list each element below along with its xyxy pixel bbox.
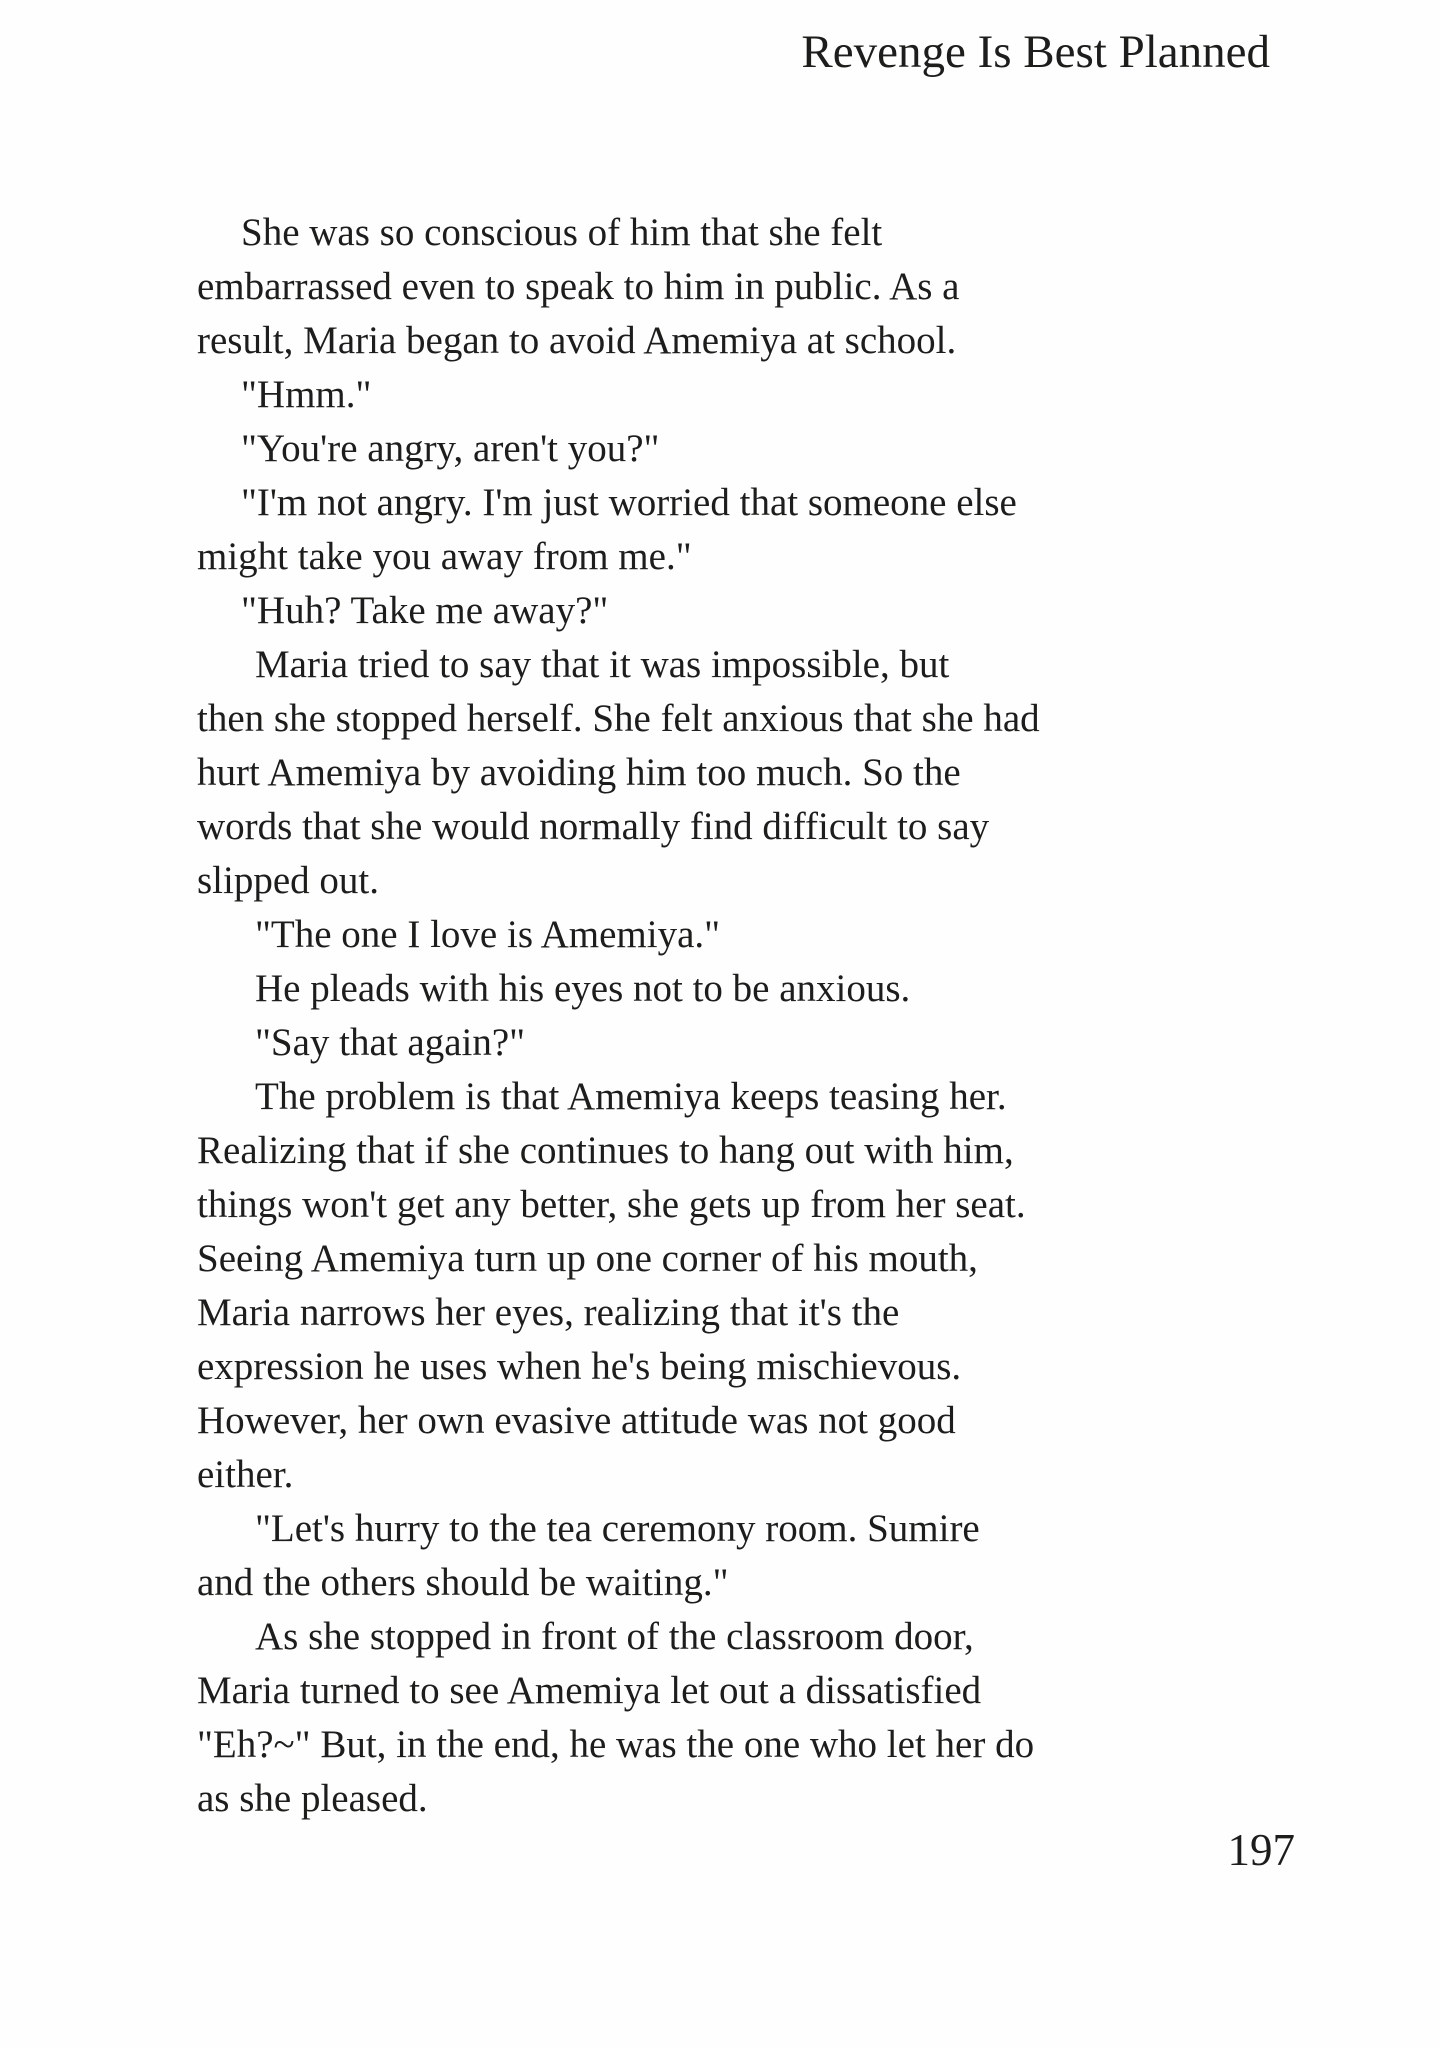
text-line: embarrassed even to speak to him in public. As a — [197, 265, 960, 308]
text-line: things won't get any better, she gets up from her seat. — [197, 1183, 1026, 1226]
text-line: hurt Amemiya by avoiding him too much. So the — [197, 751, 961, 794]
text-line: Seeing Amemiya turn up one corner of his mouth, — [197, 1237, 978, 1280]
text-line: "The one I love is Amemiya." — [255, 913, 721, 956]
text-line: either. — [197, 1453, 294, 1496]
text-line: She was so conscious of him that she felt — [241, 211, 883, 254]
text-line: Maria narrows her eyes, realizing that it's the — [197, 1291, 900, 1334]
text-line: "I'm not angry. I'm just worried that someone else — [241, 481, 1017, 524]
text-line: "Hmm." — [241, 373, 372, 416]
text-line: as she pleased. — [197, 1777, 428, 1820]
text-line: might take you away from me." — [197, 535, 692, 578]
text-line: However, her own evasive attitude was not good — [197, 1399, 956, 1442]
text-line: As she stopped in front of the classroom door, — [255, 1615, 974, 1658]
text-line: "Huh? Take me away?" — [241, 589, 609, 632]
page-number: 197 — [1227, 1825, 1295, 1875]
text-line: and the others should be waiting." — [197, 1561, 729, 1604]
text-line: "Say that again?" — [255, 1021, 526, 1064]
text-line: "Eh?~" But, in the end, he was the one who let her do — [197, 1723, 1035, 1766]
text-line: Maria tried to say that it was impossible, but — [255, 643, 950, 686]
text-line: then she stopped herself. She felt anxious that she had — [197, 697, 1040, 740]
text-line: expression he uses when he's being mischievous. — [197, 1345, 962, 1388]
text-line: "You're angry, aren't you?" — [241, 427, 660, 470]
body-text — [197, 206, 1287, 1826]
text-line: "Let's hurry to the tea ceremony room. Sumire — [255, 1507, 980, 1550]
text-line: Realizing that if she continues to hang out with him, — [197, 1129, 1014, 1172]
text-line: Maria turned to see Amemiya let out a dissatisfied — [197, 1669, 982, 1712]
text-line: He pleads with his eyes not to be anxious. — [255, 967, 911, 1010]
text-line: result, Maria began to avoid Amemiya at school. — [197, 319, 957, 362]
text-line: The problem is that Amemiya keeps teasing her. — [255, 1075, 1007, 1118]
text-line: words that she would normally find difficult to say — [197, 805, 990, 848]
text-line: slipped out. — [197, 859, 379, 902]
running-header: Revenge Is Best Planned — [801, 26, 1270, 78]
